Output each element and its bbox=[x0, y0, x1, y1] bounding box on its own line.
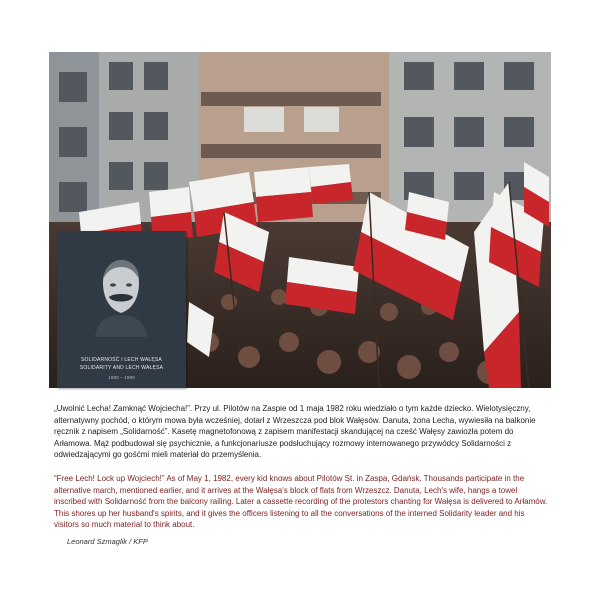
photo-credit: Leonard Szmaglik / KFP bbox=[67, 537, 148, 546]
book-title-english: SOLIDARITY AND LECH WAŁĘSA bbox=[79, 365, 164, 371]
book-years: 1980 – 1990 bbox=[108, 375, 135, 380]
book-cover bbox=[57, 231, 186, 388]
book-title-polish: SOLIDARNOŚĆ I LECH WAŁĘSA bbox=[81, 357, 162, 363]
portrait-illustration bbox=[91, 257, 151, 337]
caption-english: “Free Lech! Lock up Wojciech!” As of May 1, 1982, every kid knows about Pilotów St. in Zaspa, Gdańsk. Thousands participate in the alternative march, mentioned earlier, and it arrives at the Wałęsa's block of flats from Wrzeszcz. Danuta, Lech's wife, hangs a towel inscribed with Solidarność from the balcony railing. Later a cassette recording of the protestors chanting for Wałęsa is delivered to Arłamów. This shores up her husband's spirits, and it gives the officers listening to all the conversations of the interned Solidarity leader and his visitors so much material to think about. bbox=[54, 474, 548, 530]
caption-polish: „Uwolnić Lecha! Zamknąć Wojciecha!”. Przy ul. Pilotów na Zaspie od 1 maja 1982 roku wiedziało o tym każde dziecko. Wielotysięczny, alternatywny pochód, o którym mowa była wcześniej, dotarł z Wrzeszcza pod blok Wałęsów. Danuta, żona Lecha, wywiesiła na balkonie ręcznik z napisem „Solidarność”. Kasetę magnetofonową z zapisem manifestacji skandującej na cześć Wałęsy zawiozła potem do Arłamowa. Mąż podbudował się psychicznie, a funkcjonariusze podsłuchujący rozmowy internowanego przywódcy Solidarności z odwiedzającymi go gośćmi mieli materiał do przemyślenia. bbox=[54, 404, 536, 460]
